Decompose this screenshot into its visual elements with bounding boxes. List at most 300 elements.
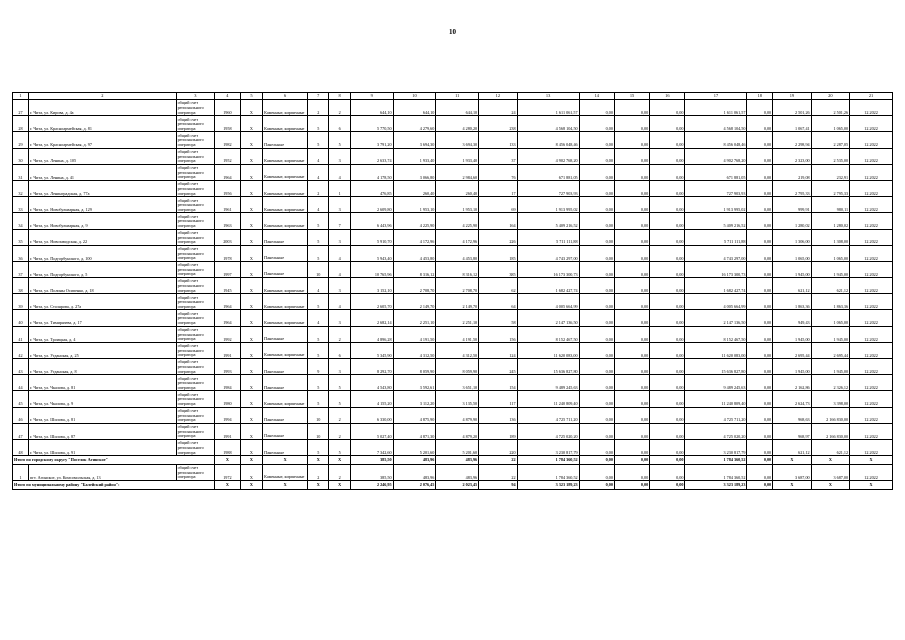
funding-cell: 0,00 xyxy=(747,132,773,148)
table-row xyxy=(13,245,893,261)
year-cell: 1964 xyxy=(215,310,241,326)
year-cell: 2003 xyxy=(215,229,241,245)
funding-cell: 0,00 xyxy=(650,116,685,132)
x-cell: Х xyxy=(240,180,262,196)
owned-area-cell: 4 312,50 xyxy=(436,342,479,358)
fund-type-cell: общий счет регионального оператора xyxy=(176,197,214,213)
residents-cell: 124 xyxy=(479,342,517,358)
residents-cell: 189 xyxy=(479,423,517,439)
entrances-cell: 4 xyxy=(329,294,350,310)
table-row xyxy=(13,391,893,407)
address-cell: г. Чита, ул. Новобульварная, д. 129 xyxy=(29,197,177,213)
fund-type-cell: общий счет регионального оператора xyxy=(176,391,214,407)
max-unit-cost-cell: 980,11 xyxy=(811,197,849,213)
funding-cell: 0,00 xyxy=(650,310,685,326)
living-area-cell: 483,96 xyxy=(393,464,436,480)
fund-type-cell: общий счет регионального оператора xyxy=(176,423,214,439)
entrances-cell: 4 xyxy=(329,164,350,180)
table-row xyxy=(13,359,893,375)
funding-cell: 0,00 xyxy=(579,278,614,294)
residents-cell: 17 xyxy=(479,180,517,196)
living-area-cell: 1 953,10 xyxy=(393,197,436,213)
max-unit-cost-cell: 621,12 xyxy=(811,439,849,455)
total-area-cell: 644,10 xyxy=(350,100,393,116)
x-cell: Х xyxy=(240,164,262,180)
total-cost-cell: 16 173 300,73 xyxy=(517,261,579,277)
funding-cell: 0,00 xyxy=(579,456,614,465)
owners-funds-cell: 4 725 711,20 xyxy=(685,407,747,423)
x-cell: Х xyxy=(240,100,262,116)
floors-cell: 5 xyxy=(308,213,329,229)
entrances-cell: 2 xyxy=(329,326,350,342)
wall-material-cell: Каменные, кирпичные xyxy=(263,197,308,213)
funding-cell: 0,00 xyxy=(614,116,649,132)
address-cell: г. Чита, ул. Чкалова, д. 81 xyxy=(29,375,177,391)
unit-cost-cell: 1 280,02 xyxy=(773,213,811,229)
funding-cell: 0,00 xyxy=(579,116,614,132)
total-area-cell: 5 943,40 xyxy=(350,245,393,261)
floors-cell: 9 xyxy=(308,359,329,375)
funding-cell: 0,00 xyxy=(614,407,649,423)
fund-type-cell: общий счет регионального оператора xyxy=(176,326,214,342)
funding-cell: 0,00 xyxy=(579,359,614,375)
living-area-cell: 483,96 xyxy=(393,456,436,465)
funding-cell: 0,00 xyxy=(614,294,649,310)
owned-area-cell: 1 933,40 xyxy=(436,148,479,164)
owners-funds-cell: 4 743 297,00 xyxy=(685,245,747,261)
funding-cell: 0,00 xyxy=(579,439,614,455)
fund-type-cell: общий счет регионального оператора xyxy=(176,180,214,196)
x-cell: Х xyxy=(263,480,308,489)
unit-cost-cell: 2 298,94 xyxy=(773,132,811,148)
fund-type-cell: общий счет регионального оператора xyxy=(176,464,214,480)
max-unit-cost-cell: 2 501,26 xyxy=(811,100,849,116)
total-cost-cell: 1 784 360,52 xyxy=(517,456,579,465)
funding-cell: 0,00 xyxy=(650,464,685,480)
owners-funds-cell: 1 784 360,52 xyxy=(685,464,747,480)
floors-cell: 4 xyxy=(308,278,329,294)
floors-cell: 2 xyxy=(308,100,329,116)
wall-material-cell: Каменные, кирпичные xyxy=(263,342,308,358)
total-cost-cell: 3 230 817,79 xyxy=(517,439,579,455)
entrances-cell: 2 xyxy=(329,423,350,439)
floors-cell: 5 xyxy=(308,294,329,310)
row-number-cell: 31 xyxy=(13,164,29,180)
x-cell: Х xyxy=(329,480,350,489)
living-area-cell: 8 316,12 xyxy=(393,261,436,277)
living-area-cell: 3 592,61 xyxy=(393,375,436,391)
address-cell: г. Чита, ул. Новозаводская, д. 22 xyxy=(29,229,177,245)
x-cell: Х xyxy=(308,456,329,465)
residents-cell: 37 xyxy=(479,148,517,164)
funding-cell: 0,00 xyxy=(747,261,773,277)
entrances-cell: 2 xyxy=(329,407,350,423)
funding-cell: 0,00 xyxy=(650,229,685,245)
funding-cell: 0,00 xyxy=(650,213,685,229)
page-number: 10 xyxy=(449,28,456,36)
fund-type-cell: общий счет регионального оператора xyxy=(176,294,214,310)
completion-date-cell: 12.2022 xyxy=(850,148,893,164)
row-number-cell: 40 xyxy=(13,310,29,326)
funding-cell: 0,00 xyxy=(579,213,614,229)
x-cell: Х xyxy=(240,278,262,294)
column-number-header: 15 xyxy=(614,93,649,100)
owned-area-cell: 2 023,45 xyxy=(436,480,479,489)
subtotal-row xyxy=(13,456,893,465)
funding-cell: 0,00 xyxy=(650,278,685,294)
funding-cell: 0,00 xyxy=(579,480,614,489)
owned-area-cell: 3 651,10 xyxy=(436,375,479,391)
funding-cell: 0,00 xyxy=(614,480,649,489)
x-cell: Х xyxy=(240,310,262,326)
total-area-cell: 2 633,74 xyxy=(350,148,393,164)
residents-cell: 133 xyxy=(479,132,517,148)
year-cell: 1963 xyxy=(215,213,241,229)
completion-date-cell: 12.2022 xyxy=(850,197,893,213)
row-number-cell: 45 xyxy=(13,391,29,407)
max-unit-cost-cell: 1 945,00 xyxy=(811,326,849,342)
entrances-cell: 5 xyxy=(329,132,350,148)
owners-funds-cell: 3 230 817,79 xyxy=(685,439,747,455)
total-area-cell: 385,50 xyxy=(350,464,393,480)
row-number-cell: 32 xyxy=(13,180,29,196)
row-number-cell: 33 xyxy=(13,197,29,213)
address-cell: г. Чита, ул. Кирова, д. 4а xyxy=(29,100,177,116)
total-area-cell: 4 543,80 xyxy=(350,375,393,391)
floors-cell: 5 xyxy=(308,326,329,342)
entrances-cell: 7 xyxy=(329,213,350,229)
x-cell: Х xyxy=(773,480,811,489)
wall-material-cell: Каменные, кирпичные xyxy=(263,294,308,310)
funding-cell: 0,00 xyxy=(747,375,773,391)
owned-area-cell: 4 879,90 xyxy=(436,407,479,423)
unit-cost-cell: 2 323,00 xyxy=(773,148,811,164)
living-area-cell: 3 694,30 xyxy=(393,132,436,148)
entrances-cell: 6 xyxy=(329,342,350,358)
x-cell: Х xyxy=(773,456,811,465)
owners-funds-cell: 5 711 111,88 xyxy=(685,229,747,245)
total-cost-cell: 1 784 360,52 xyxy=(517,464,579,480)
wall-material-cell: Каменные, кирпичные xyxy=(263,116,308,132)
total-area-cell: 3 152,10 xyxy=(350,278,393,294)
unit-cost-cell: 219,08 xyxy=(773,164,811,180)
total-cost-cell: 4 902 768,20 xyxy=(517,148,579,164)
owners-funds-cell: 2 147 136,50 xyxy=(685,310,747,326)
year-cell: 1984 xyxy=(215,375,241,391)
max-unit-cost-cell: 3 687,00 xyxy=(811,464,849,480)
fund-type-cell: общий счет регионального оператора xyxy=(176,164,214,180)
wall-material-cell: Каменные, кирпичные xyxy=(263,278,308,294)
completion-date-cell: 12.2022 xyxy=(850,116,893,132)
unit-cost-cell: 949,43 xyxy=(773,310,811,326)
living-area-cell: 5 201,60 xyxy=(393,439,436,455)
address-cell: г. Чита, ул. Новобульварная, д. 9 xyxy=(29,213,177,229)
x-cell: Х xyxy=(308,480,329,489)
completion-date-cell: 12.2022 xyxy=(850,391,893,407)
wall-material-cell: Панельные xyxy=(263,423,308,439)
funding-cell: 0,00 xyxy=(650,359,685,375)
year-cell: 1952 xyxy=(215,148,241,164)
funding-cell: 0,00 xyxy=(579,197,614,213)
funding-cell: 0,00 xyxy=(614,310,649,326)
funding-cell: 0,00 xyxy=(747,391,773,407)
fund-type-cell: общий счет регионального оператора xyxy=(176,342,214,358)
funding-cell: 0,00 xyxy=(650,261,685,277)
total-area-cell: 7 342,60 xyxy=(350,439,393,455)
row-number-cell: 30 xyxy=(13,148,29,164)
address-cell: г. Чита, ул. Ленинградская, д. 77а xyxy=(29,180,177,196)
owners-funds-cell: 1 913 995,02 xyxy=(685,197,747,213)
address-cell: г. Чита, ул. Троицкая, д. 4 xyxy=(29,326,177,342)
year-cell: 1980 xyxy=(215,391,241,407)
total-area-cell: 5 910,70 xyxy=(350,229,393,245)
floors-cell: 10 xyxy=(308,261,329,277)
funding-cell: 0,00 xyxy=(747,456,773,465)
table-row xyxy=(13,310,893,326)
address-cell: пгт. Агинское, ул. Комсомольская, д. 13 xyxy=(29,464,177,480)
completion-date-cell: 12.2022 xyxy=(850,213,893,229)
funding-cell: 0,00 xyxy=(747,100,773,116)
completion-date-cell: 12.2022 xyxy=(850,326,893,342)
total-cost-cell: 3 323 189,23 xyxy=(517,480,579,489)
unit-cost-cell: 2 624,73 xyxy=(773,391,811,407)
owned-area-cell: 3 694,30 xyxy=(436,132,479,148)
total-cost-cell: 4 568 104,50 xyxy=(517,116,579,132)
funding-cell: 0,00 xyxy=(747,278,773,294)
x-cell: Х xyxy=(240,132,262,148)
total-area-cell: 2 609,80 xyxy=(350,197,393,213)
total-area-cell: 385,50 xyxy=(350,456,393,465)
floors-cell: 2 xyxy=(308,464,329,480)
funding-cell: 0,00 xyxy=(650,245,685,261)
wall-material-cell: Панельные xyxy=(263,132,308,148)
living-area-cell: 2 076,45 xyxy=(393,480,436,489)
owned-area-cell: 4 172,96 xyxy=(436,229,479,245)
row-number-cell: 34 xyxy=(13,213,29,229)
funding-cell: 0,00 xyxy=(650,456,685,465)
residents-cell: 62 xyxy=(479,278,517,294)
subtotal-row xyxy=(13,480,893,489)
funding-cell: 0,00 xyxy=(614,391,649,407)
owned-area-cell: 3 135,50 xyxy=(436,391,479,407)
living-area-cell: 4 875,90 xyxy=(393,407,436,423)
row-number-cell: 29 xyxy=(13,132,29,148)
floors-cell: 2 xyxy=(308,180,329,196)
wall-material-cell: Каменные, кирпичные xyxy=(263,464,308,480)
wall-material-cell: Панельные xyxy=(263,326,308,342)
completion-date-cell: 12.2022 xyxy=(850,439,893,455)
floors-cell: 5 xyxy=(308,229,329,245)
floors-cell: 5 xyxy=(308,132,329,148)
year-cell: 1964 xyxy=(215,294,241,310)
completion-date-cell: 12.2022 xyxy=(850,278,893,294)
max-unit-cost-cell: 2 535,00 xyxy=(811,148,849,164)
entrances-cell: 5 xyxy=(329,439,350,455)
funding-cell: 0,00 xyxy=(579,326,614,342)
table-row xyxy=(13,100,893,116)
owned-area-cell: 260,40 xyxy=(436,180,479,196)
x-cell: Х xyxy=(811,456,849,465)
wall-material-cell: Каменные, кирпичные xyxy=(263,391,308,407)
max-unit-cost-cell: 1 863,36 xyxy=(811,294,849,310)
row-number-cell: 41 xyxy=(13,326,29,342)
funding-cell: 0,00 xyxy=(747,359,773,375)
completion-date-cell: 12.2022 xyxy=(850,464,893,480)
column-number-header: 16 xyxy=(650,93,685,100)
residents-cell: 22 xyxy=(479,464,517,480)
owners-funds-cell: 5 409 216,52 xyxy=(685,213,747,229)
funding-cell: 0,00 xyxy=(579,310,614,326)
living-area-cell: 4 312,50 xyxy=(393,342,436,358)
unit-cost-cell: 2 162,86 xyxy=(773,375,811,391)
funding-cell: 0,00 xyxy=(747,342,773,358)
table-row xyxy=(13,423,893,439)
total-cost-cell: 15 636 827,80 xyxy=(517,359,579,375)
fund-type-cell: общий счет регионального оператора xyxy=(176,229,214,245)
total-cost-cell: 4 725 020,20 xyxy=(517,423,579,439)
year-cell: 1993 xyxy=(215,359,241,375)
funding-cell: 0,00 xyxy=(579,245,614,261)
living-area-cell: 4 191,50 xyxy=(393,326,436,342)
residents-cell: 220 xyxy=(479,439,517,455)
funding-cell: 0,00 xyxy=(650,180,685,196)
year-cell: 1972 xyxy=(215,464,241,480)
funding-cell: 0,00 xyxy=(650,480,685,489)
subtotal-label-cell: Итого по муниципальному району "Балейский район": xyxy=(13,480,215,489)
living-area-cell: 644,10 xyxy=(393,100,436,116)
fund-type-cell: общий счет регионального оператора xyxy=(176,439,214,455)
row-number-cell: 48 xyxy=(13,439,29,455)
unit-cost-cell: 1 863,36 xyxy=(773,294,811,310)
floors-cell: 5 xyxy=(308,391,329,407)
max-unit-cost-cell: 1 065,00 xyxy=(811,116,849,132)
funding-cell: 0,00 xyxy=(650,391,685,407)
completion-date-cell: 12.2022 xyxy=(850,310,893,326)
completion-date-cell: 12.2022 xyxy=(850,342,893,358)
wall-material-cell: Панельные xyxy=(263,407,308,423)
wall-material-cell: Панельные xyxy=(263,439,308,455)
owned-area-cell: 5 201,60 xyxy=(436,439,479,455)
funding-cell: 0,00 xyxy=(747,148,773,164)
fund-type-cell: общий счет регионального оператора xyxy=(176,116,214,132)
table-body xyxy=(13,93,893,490)
funding-cell: 0,00 xyxy=(579,294,614,310)
funding-cell: 0,00 xyxy=(579,342,614,358)
living-area-cell: 3 066,80 xyxy=(393,164,436,180)
fund-type-cell: общий счет регионального оператора xyxy=(176,213,214,229)
owned-area-cell: 644,10 xyxy=(436,100,479,116)
funding-cell: 0,00 xyxy=(614,100,649,116)
column-number-header: 18 xyxy=(747,93,773,100)
year-cell: 1988 xyxy=(215,439,241,455)
address-cell: г. Чита, ул. Подгорбунского, д. 100 xyxy=(29,245,177,261)
unit-cost-cell: 968,63 xyxy=(773,407,811,423)
residents-cell: 154 xyxy=(479,375,517,391)
funding-cell: 0,00 xyxy=(614,278,649,294)
funding-cell: 0,00 xyxy=(650,439,685,455)
address-cell: г. Чита, ул. Тимирязева, д. 17 xyxy=(29,310,177,326)
unit-cost-cell: 999,91 xyxy=(773,197,811,213)
funding-cell: 0,00 xyxy=(614,326,649,342)
completion-date-cell: 12.2022 xyxy=(850,294,893,310)
funding-cell: 0,00 xyxy=(614,132,649,148)
entrances-cell: 3 xyxy=(329,278,350,294)
column-number-header: 4 xyxy=(215,93,241,100)
row-number-cell: 35 xyxy=(13,229,29,245)
table-row xyxy=(13,464,893,480)
table-row xyxy=(13,407,893,423)
table-row xyxy=(13,439,893,455)
wall-material-cell: Панельные xyxy=(263,375,308,391)
column-number-header: 11 xyxy=(436,93,479,100)
year-cell: 1956 xyxy=(215,180,241,196)
funding-cell: 0,00 xyxy=(614,375,649,391)
total-area-cell: 6 330,00 xyxy=(350,407,393,423)
max-unit-cost-cell: 1 945,00 xyxy=(811,261,849,277)
column-number-header: 5 xyxy=(240,93,262,100)
living-area-cell: 4 172,96 xyxy=(393,229,436,245)
funding-cell: 0,00 xyxy=(614,245,649,261)
funding-cell: 0,00 xyxy=(650,100,685,116)
wall-material-cell: Каменные, кирпичные xyxy=(263,148,308,164)
total-cost-cell: 727 903,93 xyxy=(517,180,579,196)
unit-cost-cell: 1 065,00 xyxy=(773,245,811,261)
unit-cost-cell: 2 795,33 xyxy=(773,180,811,196)
funding-cell: 0,00 xyxy=(747,423,773,439)
owned-area-cell: 2 251,10 xyxy=(436,310,479,326)
total-cost-cell: 8 152 467,50 xyxy=(517,326,579,342)
column-number-header: 19 xyxy=(773,93,811,100)
max-unit-cost-cell: 232,91 xyxy=(811,164,849,180)
address-cell: г. Чита, ул. Ленина, д. 41 xyxy=(29,164,177,180)
funding-cell: 0,00 xyxy=(747,245,773,261)
wall-material-cell: Каменные, кирпичные xyxy=(263,164,308,180)
residents-cell: 238 xyxy=(479,116,517,132)
x-cell: Х xyxy=(850,480,893,489)
total-cost-cell: 4 725 711,20 xyxy=(517,407,579,423)
row-number-cell: 36 xyxy=(13,245,29,261)
owners-funds-cell: 1 682 427,74 xyxy=(685,278,747,294)
owned-area-cell: 2 984,60 xyxy=(436,164,479,180)
funding-cell: 0,00 xyxy=(579,180,614,196)
entrances-cell: 1 xyxy=(329,180,350,196)
entrances-cell: 5 xyxy=(329,391,350,407)
funding-cell: 0,00 xyxy=(747,229,773,245)
max-unit-cost-cell: 2 326,12 xyxy=(811,375,849,391)
entrances-cell: 3 xyxy=(329,359,350,375)
row-number-cell: 43 xyxy=(13,359,29,375)
address-cell: г. Чита, ул. Чкалова, д. 9 xyxy=(29,391,177,407)
owners-funds-cell: 4 725 020,20 xyxy=(685,423,747,439)
unit-cost-cell: 1 945,00 xyxy=(773,261,811,277)
funding-cell: 0,00 xyxy=(579,423,614,439)
row-number-cell: 37 xyxy=(13,261,29,277)
x-cell: Х xyxy=(240,359,262,375)
table-row xyxy=(13,261,893,277)
total-area-cell: 8 292,70 xyxy=(350,359,393,375)
living-area-cell: 2 149,70 xyxy=(393,294,436,310)
total-cost-cell: 9 489 245,63 xyxy=(517,375,579,391)
row-number-cell: 1 xyxy=(13,464,29,480)
max-unit-cost-cell: 1 945,00 xyxy=(811,359,849,375)
row-number-cell: 27 xyxy=(13,100,29,116)
owners-funds-cell: 1 611 061,57 xyxy=(685,100,747,116)
address-cell: г. Чита, ул. Ленина, д. 105 xyxy=(29,148,177,164)
wall-material-cell: Панельные xyxy=(263,229,308,245)
owned-area-cell: 2 708,70 xyxy=(436,278,479,294)
funding-cell: 0,00 xyxy=(747,439,773,455)
max-unit-cost-cell: 3 398,00 xyxy=(811,391,849,407)
